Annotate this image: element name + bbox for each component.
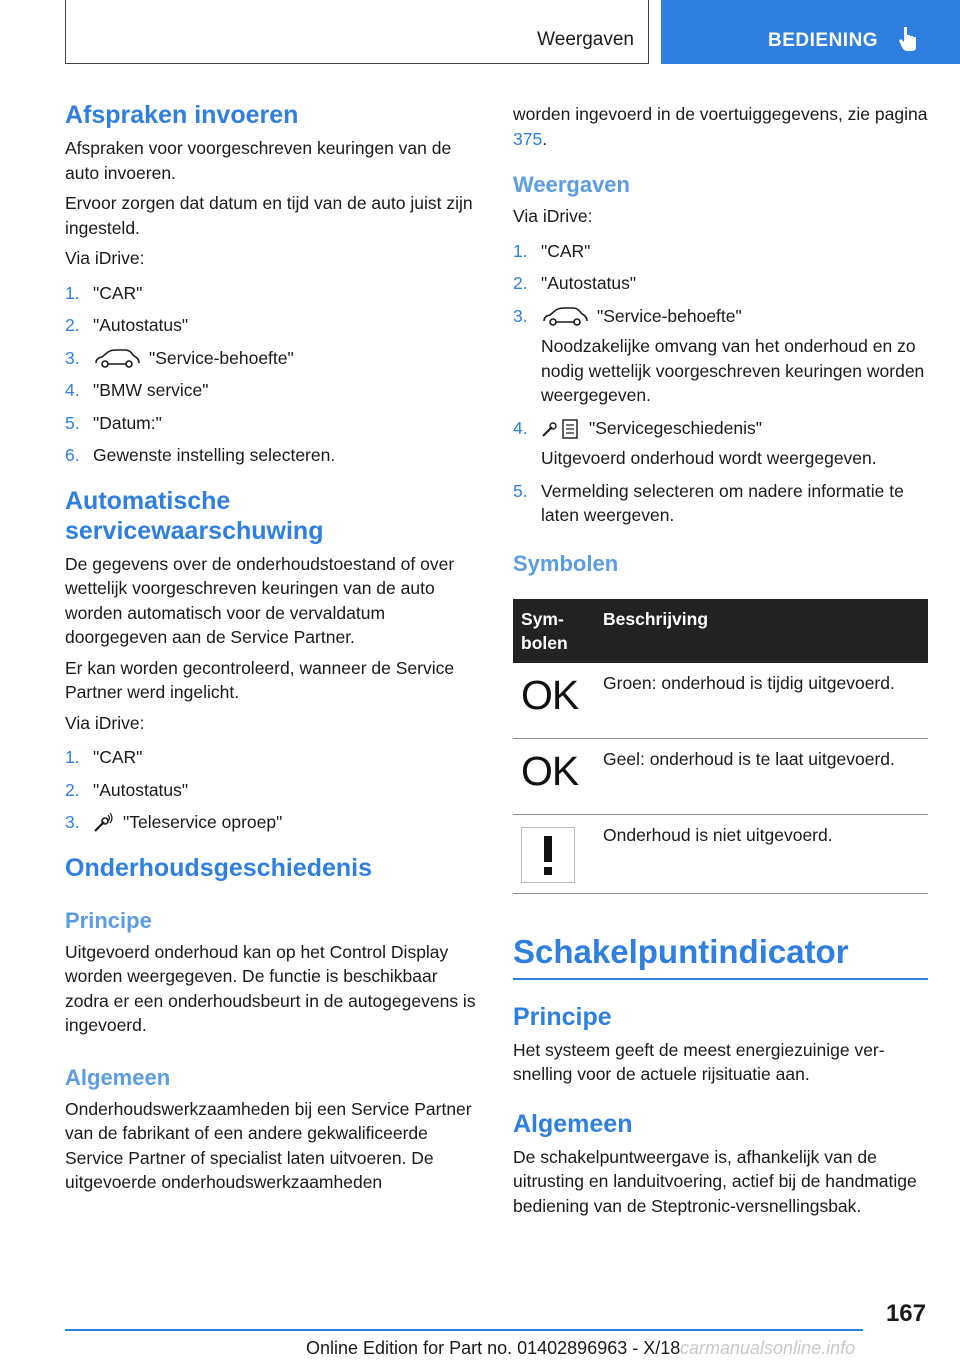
hand-pointer-icon: [897, 25, 921, 53]
list-item: [65, 411, 478, 436]
step-subtext: Uitgevoerd onderhoud wordt weergegeven.: [541, 448, 877, 468]
exclamation-warning-icon: [521, 827, 575, 883]
symbol-cell: [513, 815, 595, 894]
table-row: [513, 739, 928, 815]
column-header-description: Beschrijving: [595, 599, 928, 663]
list-item: [65, 281, 478, 306]
table-row: [513, 663, 928, 739]
watermark: carmanualsonline.info: [680, 1338, 856, 1358]
step-text: "CAR": [93, 747, 143, 767]
description-cell: Geel: onderhoud is te laat uitgevoerd.: [595, 739, 928, 815]
car-service-icon: [541, 307, 589, 327]
list-item: [65, 313, 478, 338]
list-item: [65, 745, 478, 770]
description-cell: Onderhoud is niet uitgevoerd.: [595, 815, 928, 894]
auto-paragraph-2: Er kan worden gecontroleerd, wanneer de Service Partner werd ingelicht.: [65, 657, 455, 702]
step-number: 6.: [65, 445, 80, 465]
step-number: 2.: [65, 779, 80, 800]
continued-paragraph: [513, 102, 928, 151]
symbol-cell: [513, 663, 595, 739]
symbol-cell: [513, 739, 595, 815]
table-row: [513, 815, 928, 894]
wrench-signal-icon: [93, 813, 115, 833]
step-text: "Datum:": [93, 412, 162, 433]
list-item: [65, 810, 478, 835]
step-text: "Servicegeschiedenis": [589, 417, 762, 438]
header-chapter-title: BEDIENING: [768, 30, 879, 51]
left-column: [65, 100, 478, 1195]
afspraken-via-idrive: Via iDrive:: [65, 248, 145, 268]
list-item: [65, 443, 478, 468]
schakel-principe-heading: Principe: [513, 1002, 612, 1031]
list-item: [65, 378, 478, 403]
footer-divider: [65, 1329, 863, 1331]
step-text: "Autostatus": [93, 315, 189, 335]
list-item: [513, 271, 928, 296]
list-item: [65, 346, 478, 371]
page-link[interactable]: 375: [513, 128, 543, 149]
column-header-symbols: Symbolen: [513, 599, 595, 663]
step-text: "Teleservice oproep": [123, 812, 283, 832]
list-item: [65, 778, 478, 803]
afspraken-paragraph-1: Afspraken voor voorgeschreven keuringen van de auto invoeren.: [65, 138, 452, 183]
auto-via-idrive: Via iDrive:: [65, 712, 145, 733]
car-service-icon: [93, 349, 141, 369]
schakel-principe-paragraph: Het systeem geeft de meest energiezuinige versnelling voor de actuele rijsituatie aan.: [513, 1039, 885, 1084]
list-item: [513, 239, 928, 264]
list-item: [513, 479, 928, 528]
step-text: "CAR": [93, 282, 143, 303]
page-number: 167: [885, 1300, 926, 1327]
header-section-box: [65, 0, 649, 64]
step-number: 2.: [65, 315, 80, 335]
step-number: 1.: [513, 240, 528, 261]
afspraken-paragraph-2: Ervoor zorgen dat datum en tijd van de auto juist zijn ingesteld.: [65, 193, 473, 238]
continued-end: .: [542, 128, 548, 149]
step-text: Gewenste instelling selecteren.: [93, 445, 336, 465]
service-history-icon: [541, 418, 581, 440]
step-text: "Service-behoefte": [597, 305, 742, 326]
step-text: "Service-behoefte": [149, 347, 294, 368]
continued-text: worden ingevoerd in de voertuiggegevens, zie pagina: [513, 104, 928, 124]
auto-steps: [65, 745, 478, 835]
algemeen-paragraph: Onderhoudswerkzaamheden bij een Service Partner van de fabrikant of een andere gekwalificeerde Service Partner of specialist laten uitvoeren. De uitgevoerde onderhoudswerkzaamheden: [65, 1098, 472, 1192]
ok-green-icon: OK: [521, 671, 579, 718]
section-divider: [513, 978, 928, 980]
schakel-algemeen-paragraph: De schakelpuntweergave is, afhankelijk van de uitrusting en landuitvoering, actief bij de handmatige bediening van de Steptronic-versnellingsbak.: [513, 1146, 917, 1216]
afspraken-heading: Afspraken invoeren: [65, 101, 299, 129]
auto-waarschuwing-heading: Automatische servicewaarschuwing: [65, 486, 324, 545]
step-number: 4.: [65, 380, 80, 400]
step-number: 5.: [65, 412, 80, 433]
step-number: 3.: [65, 812, 80, 832]
step-number: 3.: [513, 305, 528, 326]
step-text: Vermelding selecteren om nadere informatie te laten weergeven.: [541, 480, 904, 525]
afspraken-steps: [65, 281, 478, 468]
step-text: "CAR": [541, 240, 591, 261]
algemeen-heading: Algemeen: [65, 1064, 171, 1090]
step-number: 1.: [65, 747, 80, 767]
footer-edition: Online Edition for Part no. 01402896963 - X/18: [306, 1338, 681, 1358]
symbols-table: [513, 599, 928, 895]
onderhoudsgeschiedenis-heading: Onderhoudsgeschiedenis: [65, 853, 373, 882]
step-number: 2.: [513, 273, 528, 293]
step-text: "Autostatus": [93, 779, 189, 800]
step-text: "Autostatus": [541, 273, 637, 293]
list-item: [513, 304, 928, 408]
symbolen-heading: Symbolen: [513, 550, 619, 576]
table-header-row: [513, 599, 928, 663]
right-column: [513, 102, 928, 1218]
weergaven-heading: Weergaven: [513, 172, 630, 197]
auto-paragraph-1: De gegevens over de onderhoudstoestand of over wettelijk voorgeschreven keuringen van de auto worden automatisch voor de vervaldatum doorgegeven aan de Service Partner.: [65, 553, 455, 647]
header-section-title: Weergaven: [537, 29, 634, 50]
schakel-algemeen-heading: Algemeen: [513, 1109, 633, 1138]
schakelpunt-heading: Schakelpuntindicator: [513, 933, 849, 970]
weergaven-steps: [513, 239, 928, 528]
list-item: [513, 416, 928, 471]
description-cell: Groen: onderhoud is tijdig uitgevoerd.: [595, 663, 928, 739]
step-number: 1.: [65, 282, 80, 303]
principe-paragraph: Uitgevoerd onderhoud kan op het Control Display worden weergegeven. De functie is beschikbaar zodra er een onderhoudsbeurt in de autogegevens is ingevoerd.: [65, 941, 476, 1035]
weergaven-via-idrive: Via iDrive:: [513, 206, 593, 226]
step-subtext: Noodzakelijke omvang van het onderhoud en zo nodig wettelijk voorgeschreven keuringen worden weergegeven.: [541, 336, 925, 405]
step-number: 5.: [513, 480, 528, 501]
step-number: 4.: [513, 417, 528, 438]
ok-yellow-icon: OK: [521, 748, 579, 794]
principe-heading: Principe: [65, 907, 152, 933]
step-text: "BMW service": [93, 380, 209, 400]
step-number: 3.: [65, 347, 80, 368]
header-chapter-tab: [661, 0, 960, 64]
